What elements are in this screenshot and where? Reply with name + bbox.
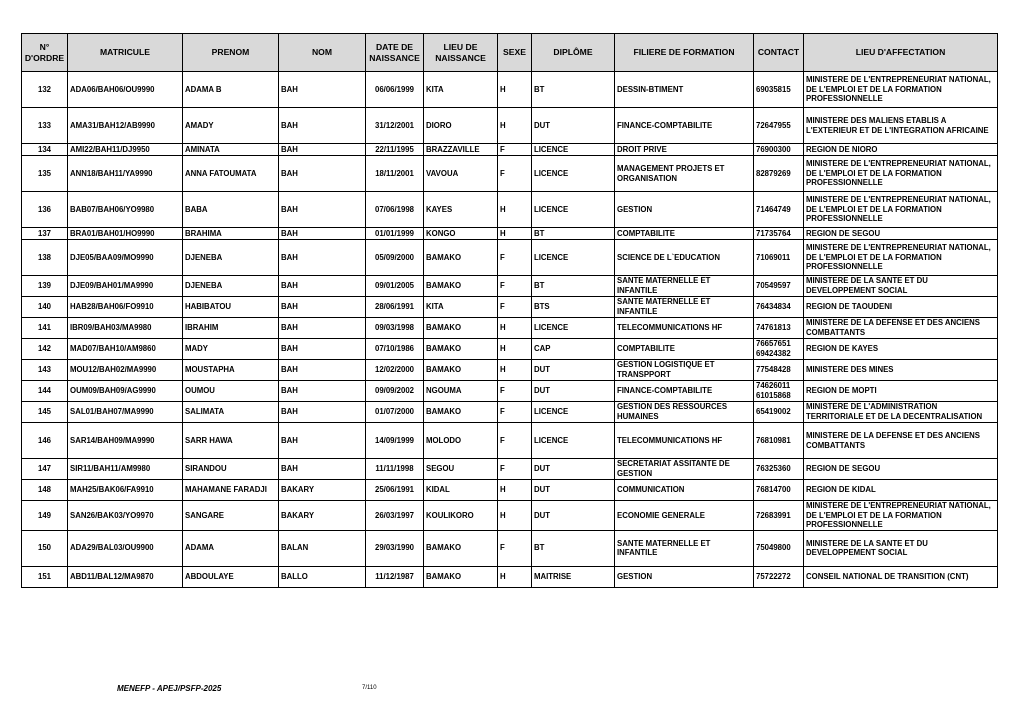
cell-prenom: MOUSTAPHA (183, 360, 279, 381)
cell-contact: 70549597 (754, 276, 804, 297)
cell-matricule: BRA01/BAH01/HO9990 (68, 228, 183, 240)
cell-date: 09/03/1998 (366, 318, 424, 339)
cell-diplome: MAITRISE (532, 566, 615, 587)
cell-matricule: SAR14/BAH09/MA9990 (68, 423, 183, 459)
cell-diplome: BT (532, 72, 615, 108)
cell-diplome: LICENCE (532, 402, 615, 423)
cell-prenom: SALIMATA (183, 402, 279, 423)
cell-sexe: H (498, 480, 532, 501)
cell-nom: BAH (279, 360, 366, 381)
cell-diplome: LICENCE (532, 192, 615, 228)
cell-ordre: 135 (22, 156, 68, 192)
table-row (22, 339, 998, 360)
cell-matricule: DJE09/BAH01/MA9990 (68, 276, 183, 297)
table-row (22, 402, 998, 423)
cell-date: 09/09/2002 (366, 381, 424, 402)
cell-sexe: H (498, 108, 532, 144)
cell-diplome: LICENCE (532, 423, 615, 459)
cell-date: 11/12/1987 (366, 566, 424, 587)
cell-ordre: 145 (22, 402, 68, 423)
cell-matricule: DJE05/BAA09/MO9990 (68, 240, 183, 276)
cell-ordre: 134 (22, 144, 68, 156)
cell-nom: BAKARY (279, 501, 366, 531)
cell-ordre: 138 (22, 240, 68, 276)
cell-lieu: MOLODO (424, 423, 498, 459)
cell-sexe: F (498, 297, 532, 318)
cell-matricule: SAN26/BAK03/YO9970 (68, 501, 183, 531)
affectation-table (21, 33, 998, 588)
cell-matricule: AMI22/BAH11/DJ9950 (68, 144, 183, 156)
cell-contact: 72683991 (754, 501, 804, 531)
cell-nom: BAH (279, 381, 366, 402)
cell-lieu: BAMAKO (424, 276, 498, 297)
cell-ordre: 136 (22, 192, 68, 228)
cell-filiere: COMPTABILITE (615, 339, 754, 360)
cell-lieu: DIORO (424, 108, 498, 144)
cell-lieu: BAMAKO (424, 240, 498, 276)
cell-filiere: DROIT PRIVE (615, 144, 754, 156)
cell-sexe: H (498, 318, 532, 339)
cell-date: 07/10/1986 (366, 339, 424, 360)
cell-contact: 74761813 (754, 318, 804, 339)
cell-sexe: H (498, 360, 532, 381)
cell-date: 01/07/2000 (366, 402, 424, 423)
cell-prenom: DJENEBA (183, 240, 279, 276)
cell-ordre: 133 (22, 108, 68, 144)
cell-affectation: REGION DE TAOUDENI (804, 297, 998, 318)
cell-diplome: DUT (532, 480, 615, 501)
cell-sexe: F (498, 240, 532, 276)
cell-date: 28/06/1991 (366, 297, 424, 318)
cell-diplome: LICENCE (532, 144, 615, 156)
cell-ordre: 149 (22, 501, 68, 531)
cell-affectation: REGION DE KAYES (804, 339, 998, 360)
cell-lieu: KOULIKORO (424, 501, 498, 531)
col-header-affectation: LIEU D'AFFECTATION (804, 34, 998, 72)
cell-lieu: BRAZZAVILLE (424, 144, 498, 156)
cell-diplome: LICENCE (532, 156, 615, 192)
cell-contact: 76900300 (754, 144, 804, 156)
cell-prenom: BABA (183, 192, 279, 228)
cell-filiere: SCIENCE DE L`EDUCATION (615, 240, 754, 276)
cell-sexe: F (498, 402, 532, 423)
cell-sexe: F (498, 156, 532, 192)
col-header-matricule: MATRICULE (68, 34, 183, 72)
col-header-contact: CONTACT (754, 34, 804, 72)
cell-affectation: MINISTERE DES MALIENS ETABLIS A L'EXTERIEUR ET DE L'INTEGRATION AFRICAINE (804, 108, 998, 144)
col-header-lieu: LIEU DE NAISSANCE (424, 34, 498, 72)
cell-matricule: SIR11/BAH11/AM9980 (68, 459, 183, 480)
cell-prenom: BRAHIMA (183, 228, 279, 240)
cell-date: 25/06/1991 (366, 480, 424, 501)
cell-affectation: MINISTERE DE L'ENTREPRENEURIAT NATIONAL, DE L'EMPLOI ET DE LA FORMATION PROFESSIONNELLE (804, 156, 998, 192)
cell-sexe: H (498, 228, 532, 240)
cell-date: 07/06/1998 (366, 192, 424, 228)
cell-nom: BAH (279, 402, 366, 423)
cell-filiere: FINANCE-COMPTABILITE (615, 381, 754, 402)
cell-filiere: COMMUNICATION (615, 480, 754, 501)
cell-diplome: DUT (532, 501, 615, 531)
cell-ordre: 146 (22, 423, 68, 459)
cell-filiere: ECONOMIE GENERALE (615, 501, 754, 531)
footer-reference: MENEFP - APEJ/PSFP-2025 (117, 684, 222, 693)
cell-affectation: REGION DE SEGOU (804, 228, 998, 240)
cell-nom: BAH (279, 72, 366, 108)
cell-lieu: SEGOU (424, 459, 498, 480)
cell-date: 29/03/1990 (366, 530, 424, 566)
cell-contact: 75722272 (754, 566, 804, 587)
table-row (22, 144, 998, 156)
cell-nom: BAH (279, 318, 366, 339)
cell-date: 12/02/2000 (366, 360, 424, 381)
cell-affectation: MINISTERE DE LA SANTE ET DU DEVELOPPEMENT SOCIAL (804, 276, 998, 297)
table-row (22, 228, 998, 240)
col-header-nom: NOM (279, 34, 366, 72)
cell-diplome: BT (532, 228, 615, 240)
table-row (22, 318, 998, 339)
cell-nom: BAH (279, 339, 366, 360)
page-footer (0, 684, 1024, 696)
cell-filiere: SANTE MATERNELLE ET INFANTILE (615, 276, 754, 297)
cell-ordre: 141 (22, 318, 68, 339)
table-row (22, 423, 998, 459)
cell-affectation: MINISTERE DE L'ENTREPRENEURIAT NATIONAL, DE L'EMPLOI ET DE LA FORMATION PROFESSIONNELLE (804, 240, 998, 276)
cell-affectation: CONSEIL NATIONAL DE TRANSITION (CNT) (804, 566, 998, 587)
cell-prenom: IBRAHIM (183, 318, 279, 339)
cell-affectation: MINISTERE DE LA SANTE ET DU DEVELOPPEMENT SOCIAL (804, 530, 998, 566)
cell-affectation: MINISTERE DES MINES (804, 360, 998, 381)
table-row (22, 459, 998, 480)
cell-matricule: HAB28/BAH06/FO9910 (68, 297, 183, 318)
cell-nom: BAH (279, 459, 366, 480)
cell-sexe: H (498, 192, 532, 228)
cell-filiere: SANTE MATERNELLE ET INFANTILE (615, 530, 754, 566)
table-row (22, 566, 998, 587)
cell-lieu: KITA (424, 72, 498, 108)
cell-diplome: BTS (532, 297, 615, 318)
cell-nom: BAH (279, 228, 366, 240)
cell-ordre: 148 (22, 480, 68, 501)
cell-diplome: LICENCE (532, 318, 615, 339)
cell-contact: 75049800 (754, 530, 804, 566)
cell-filiere: GESTION LOGISTIQUE ET TRANSPPORT (615, 360, 754, 381)
cell-lieu: KAYES (424, 192, 498, 228)
cell-filiere: GESTION (615, 566, 754, 587)
table-row (22, 192, 998, 228)
cell-prenom: SIRANDOU (183, 459, 279, 480)
cell-diplome: DUT (532, 360, 615, 381)
cell-matricule: BAB07/BAH06/YO9980 (68, 192, 183, 228)
table-body (22, 72, 998, 588)
cell-lieu: BAMAKO (424, 318, 498, 339)
cell-contact: 76810981 (754, 423, 804, 459)
cell-sexe: H (498, 339, 532, 360)
cell-nom: BAH (279, 192, 366, 228)
cell-date: 11/11/1998 (366, 459, 424, 480)
cell-sexe: H (498, 72, 532, 108)
document-sheet (21, 33, 997, 588)
cell-date: 31/12/2001 (366, 108, 424, 144)
cell-lieu: BAMAKO (424, 402, 498, 423)
page-number: 7/110 (362, 685, 377, 691)
cell-affectation: MINISTERE DE L'ENTREPRENEURIAT NATIONAL, DE L'EMPLOI ET DE LA FORMATION PROFESSIONNELLE (804, 72, 998, 108)
cell-ordre: 142 (22, 339, 68, 360)
cell-affectation: MINISTERE DE LA DEFENSE ET DES ANCIENS COMBATTANTS (804, 318, 998, 339)
cell-affectation: REGION DE KIDAL (804, 480, 998, 501)
cell-prenom: DJENEBA (183, 276, 279, 297)
cell-filiere: SANTE MATERNELLE ET INFANTILE (615, 297, 754, 318)
cell-nom: BAH (279, 423, 366, 459)
cell-contact: 74626011 61015868 (754, 381, 804, 402)
cell-ordre: 132 (22, 72, 68, 108)
cell-prenom: SANGARE (183, 501, 279, 531)
cell-nom: BAH (279, 297, 366, 318)
cell-contact: 72647955 (754, 108, 804, 144)
cell-ordre: 140 (22, 297, 68, 318)
cell-affectation: MINISTERE DE L'ADMINISTRATION TERRITORIALE ET DE LA DECENTRALISATION (804, 402, 998, 423)
cell-affectation: MINISTERE DE L'ENTREPRENEURIAT NATIONAL, DE L'EMPLOI ET DE LA FORMATION PROFESSIONNELLE (804, 192, 998, 228)
cell-matricule: MAD07/BAH10/AM9860 (68, 339, 183, 360)
cell-sexe: F (498, 530, 532, 566)
cell-ordre: 144 (22, 381, 68, 402)
cell-sexe: H (498, 501, 532, 531)
cell-filiere: FINANCE-COMPTABILITE (615, 108, 754, 144)
cell-affectation: REGION DE NIORO (804, 144, 998, 156)
cell-matricule: ABD11/BAL12/MA9870 (68, 566, 183, 587)
cell-sexe: F (498, 459, 532, 480)
cell-prenom: AMINATA (183, 144, 279, 156)
cell-date: 14/09/1999 (366, 423, 424, 459)
cell-prenom: OUMOU (183, 381, 279, 402)
cell-contact: 76434834 (754, 297, 804, 318)
col-header-prenom: PRENOM (183, 34, 279, 72)
cell-nom: BAH (279, 144, 366, 156)
cell-diplome: LICENCE (532, 240, 615, 276)
cell-sexe: F (498, 276, 532, 297)
cell-date: 06/06/1999 (366, 72, 424, 108)
cell-ordre: 147 (22, 459, 68, 480)
col-header-sexe: SEXE (498, 34, 532, 72)
cell-nom: BALAN (279, 530, 366, 566)
cell-affectation: REGION DE MOPTI (804, 381, 998, 402)
cell-lieu: BAMAKO (424, 566, 498, 587)
cell-prenom: ADAMA B (183, 72, 279, 108)
table-row (22, 480, 998, 501)
cell-lieu: KITA (424, 297, 498, 318)
cell-lieu: VAVOUA (424, 156, 498, 192)
table-row (22, 240, 998, 276)
cell-nom: BALLO (279, 566, 366, 587)
cell-contact: 76325360 (754, 459, 804, 480)
cell-prenom: AMADY (183, 108, 279, 144)
cell-ordre: 150 (22, 530, 68, 566)
cell-date: 05/09/2000 (366, 240, 424, 276)
cell-nom: BAH (279, 108, 366, 144)
cell-nom: BAH (279, 276, 366, 297)
cell-sexe: F (498, 381, 532, 402)
cell-prenom: ANNA FATOUMATA (183, 156, 279, 192)
table-row (22, 276, 998, 297)
cell-matricule: IBR09/BAH03/MA9980 (68, 318, 183, 339)
table-row (22, 297, 998, 318)
cell-prenom: HABIBATOU (183, 297, 279, 318)
cell-date: 26/03/1997 (366, 501, 424, 531)
cell-matricule: MOU12/BAH02/MA9990 (68, 360, 183, 381)
cell-diplome: DUT (532, 459, 615, 480)
cell-filiere: TELECOMMUNICATIONS HF (615, 318, 754, 339)
cell-lieu: KIDAL (424, 480, 498, 501)
cell-lieu: KONGO (424, 228, 498, 240)
table-row (22, 530, 998, 566)
cell-prenom: ABDOULAYE (183, 566, 279, 587)
cell-affectation: MINISTERE DE LA DEFENSE ET DES ANCIENS COMBATTANTS (804, 423, 998, 459)
cell-date: 09/01/2005 (366, 276, 424, 297)
table-header-row (22, 34, 998, 72)
table-row (22, 108, 998, 144)
cell-affectation: MINISTERE DE L'ENTREPRENEURIAT NATIONAL, DE L'EMPLOI ET DE LA FORMATION PROFESSIONNELLE (804, 501, 998, 531)
cell-contact: 69035815 (754, 72, 804, 108)
cell-lieu: NGOUMA (424, 381, 498, 402)
cell-filiere: GESTION (615, 192, 754, 228)
cell-filiere: TELECOMMUNICATIONS HF (615, 423, 754, 459)
cell-prenom: ADAMA (183, 530, 279, 566)
col-header-date: DATE DE NAISSANCE (366, 34, 424, 72)
table-row (22, 156, 998, 192)
cell-diplome: BT (532, 276, 615, 297)
cell-sexe: H (498, 566, 532, 587)
cell-filiere: SECRETARIAT ASSITANTE DE GESTION (615, 459, 754, 480)
cell-matricule: OUM09/BAH09/AG9990 (68, 381, 183, 402)
cell-prenom: MADY (183, 339, 279, 360)
table-row (22, 360, 998, 381)
col-header-filiere: FILIERE DE FORMATION (615, 34, 754, 72)
cell-nom: BAH (279, 240, 366, 276)
cell-ordre: 139 (22, 276, 68, 297)
cell-sexe: F (498, 144, 532, 156)
cell-contact: 71069011 (754, 240, 804, 276)
cell-contact: 82879269 (754, 156, 804, 192)
cell-matricule: MAH25/BAK06/FA9910 (68, 480, 183, 501)
table-row (22, 501, 998, 531)
cell-lieu: BAMAKO (424, 339, 498, 360)
cell-matricule: ADA06/BAH06/OU9990 (68, 72, 183, 108)
cell-filiere: GESTION DES RESSOURCES HUMAINES (615, 402, 754, 423)
cell-matricule: SAL01/BAH07/MA9990 (68, 402, 183, 423)
cell-contact: 76814700 (754, 480, 804, 501)
cell-prenom: SARR HAWA (183, 423, 279, 459)
cell-affectation: REGION DE SEGOU (804, 459, 998, 480)
cell-filiere: COMPTABILITE (615, 228, 754, 240)
cell-sexe: F (498, 423, 532, 459)
cell-date: 22/11/1995 (366, 144, 424, 156)
cell-contact: 65419002 (754, 402, 804, 423)
cell-diplome: DUT (532, 108, 615, 144)
cell-contact: 76657651 69424382 (754, 339, 804, 360)
col-header-ordre: N° D'ORDRE (22, 34, 68, 72)
cell-date: 01/01/1999 (366, 228, 424, 240)
cell-filiere: MANAGEMENT PROJETS ET ORGANISATION (615, 156, 754, 192)
cell-ordre: 151 (22, 566, 68, 587)
cell-nom: BAH (279, 156, 366, 192)
cell-date: 18/11/2001 (366, 156, 424, 192)
cell-filiere: DESSIN-BTIMENT (615, 72, 754, 108)
cell-prenom: MAHAMANE FARADJI (183, 480, 279, 501)
cell-contact: 71464749 (754, 192, 804, 228)
cell-ordre: 143 (22, 360, 68, 381)
cell-diplome: BT (532, 530, 615, 566)
cell-lieu: BAMAKO (424, 530, 498, 566)
cell-diplome: DUT (532, 381, 615, 402)
table-row (22, 72, 998, 108)
cell-nom: BAKARY (279, 480, 366, 501)
cell-contact: 77548428 (754, 360, 804, 381)
cell-diplome: CAP (532, 339, 615, 360)
cell-matricule: ANN18/BAH11/YA9990 (68, 156, 183, 192)
cell-matricule: AMA31/BAH12/AB9990 (68, 108, 183, 144)
table-row (22, 381, 998, 402)
cell-ordre: 137 (22, 228, 68, 240)
col-header-diplome: DIPLÔME (532, 34, 615, 72)
cell-lieu: BAMAKO (424, 360, 498, 381)
cell-matricule: ADA29/BAL03/OU9900 (68, 530, 183, 566)
cell-contact: 71735764 (754, 228, 804, 240)
